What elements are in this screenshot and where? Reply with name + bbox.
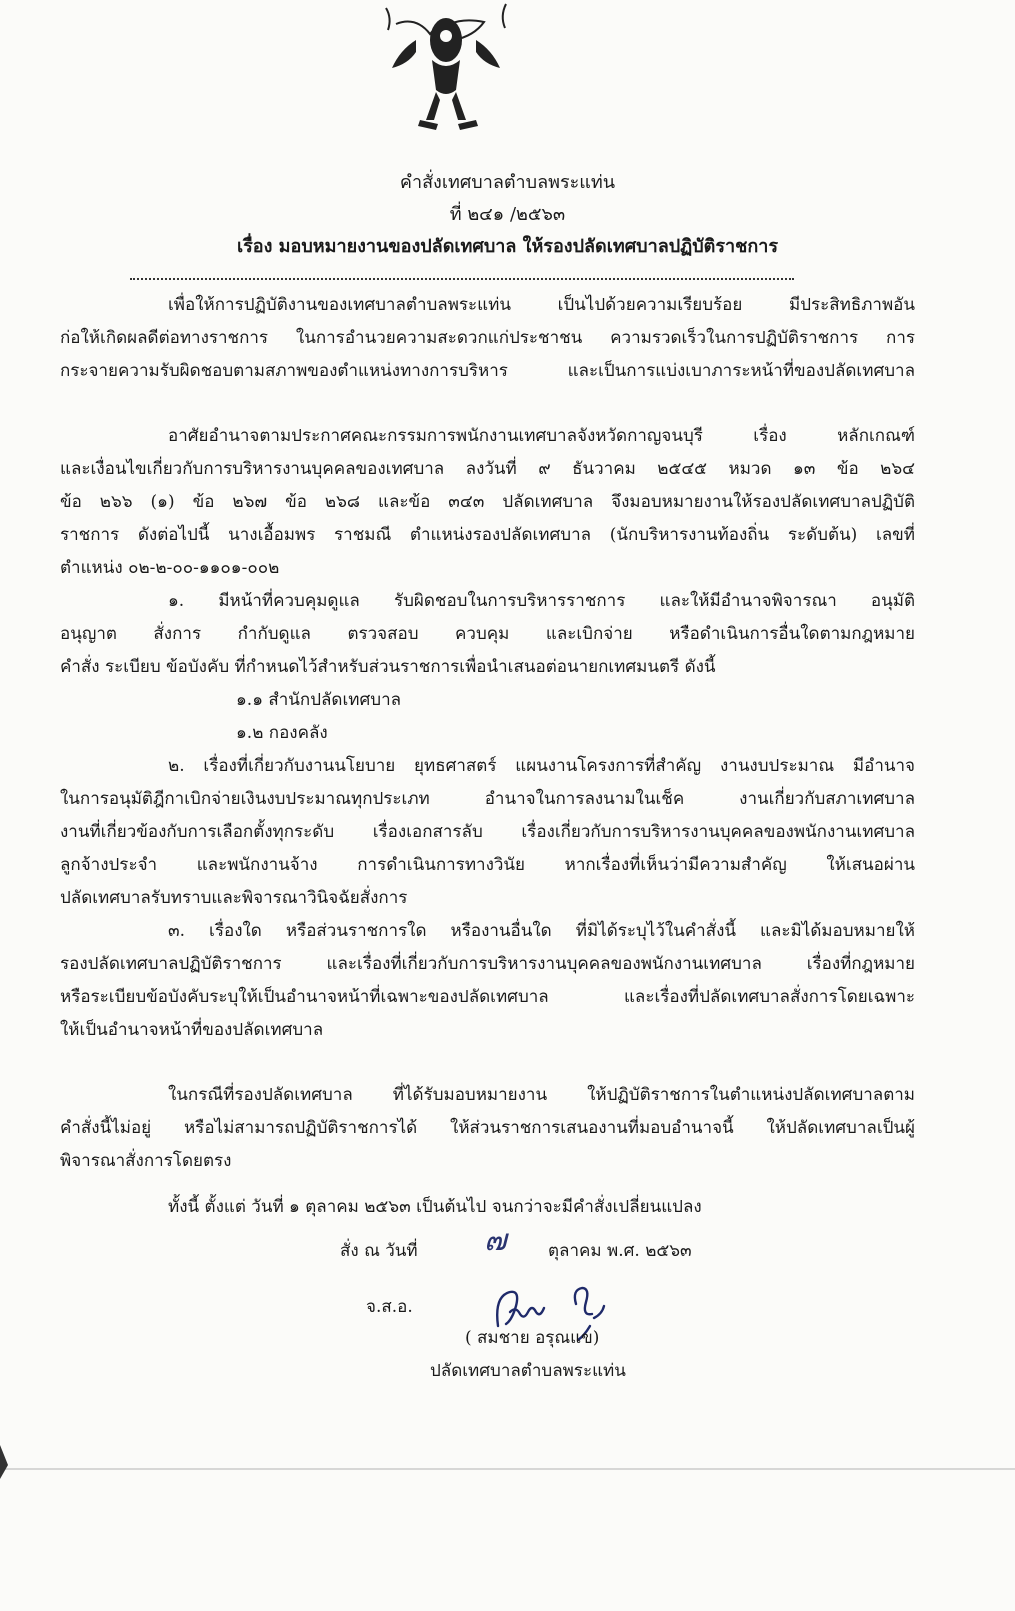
authority-line: ตำแหน่ง ๐๒-๒-๐๐-๑๑๐๑-๐๐๒ bbox=[60, 558, 280, 578]
order-title: คำสั่งเทศบาลตำบลพระแท่น bbox=[399, 172, 616, 193]
authority-line: ราชการ ดังต่อไปนี้ นางเอื้อมพร ราชมณี ตำแหน่งรองปลัดเทศบาล (นักบริหารงานท้องถิ่น ระดับต้น) เลขที่ bbox=[60, 525, 915, 545]
sub-item: ๑.๒ กองคลัง bbox=[236, 723, 328, 743]
authority-line: ข้อ ๒๖๖ (๑) ข้อ ๒๖๗ ข้อ ๒๖๘ และข้อ ๓๔๓ ปลัดเทศบาล จึงมอบหมายงานให้รองปลัดเทศบาลปฏิบัติ bbox=[60, 492, 915, 512]
deputy-line: พิจารณาสั่งการโดยตรง bbox=[60, 1151, 232, 1171]
scan-mark bbox=[0, 1445, 10, 1479]
item1-line: ๑. มีหน้าที่ควบคุมดูแล รับผิดชอบในการบริหารราชการ และให้มีอำนาจพิจารณา อนุมัติ bbox=[168, 591, 915, 611]
order-subject: เรื่อง มอบหมายงานของปลัดเทศบาล ให้รองปลัดเทศบาลปฏิบัติราชการ bbox=[236, 236, 779, 257]
item2-line: ลูกจ้างประจำ และพนักงานจ้าง การดำเนินการทางวินัย หากเรื่องที่เห็นว่ามีความสำคัญ ให้เสนอผ่าน bbox=[60, 855, 915, 875]
item1-line: คำสั่ง ระเบียบ ข้อบังคับ ที่กำหนดไว้สำหรับส่วนราชการเพื่อนำเสนอต่อนายกเทศมนตรี ดังนี้ bbox=[60, 657, 716, 677]
deputy-line: คำสั่งนี้ไม่อยู่ หรือไม่สามารถปฏิบัติราชการได้ ให้ส่วนราชการเสนองานที่มอบอำนาจนี้ ให้ปลัดเทศบาลเป็นผู้ bbox=[60, 1118, 915, 1138]
deputy-line: ในกรณีที่รองปลัดเทศบาล ที่ได้รับมอบหมายงาน ให้ปฏิบัติราชการในตำแหน่งปลัดเทศบาลตาม bbox=[168, 1085, 915, 1105]
item1-line: อนุญาต สั่งการ กำกับดูแล ตรวจสอบ ควบคุม และเบิกจ่าย หรือดำเนินการอื่นใดตามกฎหมาย bbox=[60, 624, 915, 644]
order-number: ที่ ๒๔๑ /๒๕๖๓ bbox=[449, 204, 566, 225]
intro-line: กระจายความรับผิดชอบตามสภาพของตำแหน่งทางการบริหาร และเป็นการแบ่งเบาภาระหน้าที่ของปลัดเทศบาล bbox=[60, 361, 915, 381]
item2-line: ๒. เรื่องที่เกี่ยวกับงานนโยบาย ยุทธศาสตร์ แผนงานโครงการที่สำคัญ งานงบประมาณ มีอำนาจ bbox=[168, 756, 915, 776]
item2-line: ปลัดเทศบาลรับทราบและพิจารณาวินิจฉัยสั่งการ bbox=[60, 888, 408, 908]
scan-edge-line bbox=[0, 1468, 1015, 1470]
effective-date: ทั้งนี้ ตั้งแต่ วันที่ ๑ ตุลาคม ๒๕๖๓ เป็นต้นไป จนกว่าจะมีคำสั่งเปลี่ยนแปลง bbox=[168, 1197, 702, 1217]
item3-line: รองปลัดเทศบาลปฏิบัติราชการ และเรื่องที่เกี่ยวกับการบริหารงานบุคคลของพนักงานเทศบาล เรื่องที่กฎหมาย bbox=[60, 954, 915, 974]
intro-line: ก่อให้เกิดผลดีต่อทางราชการ ในการอำนวยความสะดวกแก่ประชาชน ความรวดเร็วในการปฏิบัติราชการ การ bbox=[60, 328, 915, 348]
item2-line: ในการอนุมัติฎีกาเบิกจ่ายเงินงบประมาณทุกประเภท อำนาจในการลงนามในเช็ค งานเกี่ยวกับสภาเทศบาล bbox=[60, 789, 915, 809]
signer-name: ( สมชาย อรุณแข) bbox=[465, 1328, 600, 1348]
copy-mark: จ.ส.อ. bbox=[366, 1297, 413, 1317]
dotted-divider bbox=[130, 278, 794, 280]
intro-line: เพื่อให้การปฏิบัติงานของเทศบาลตำบลพระแท่น เป็นไปด้วยความเรียบร้อย มีประสิทธิภาพอัน bbox=[168, 295, 915, 315]
garuda-emblem bbox=[366, 0, 526, 152]
order-day-handwritten: ๗ bbox=[484, 1223, 507, 1258]
sub-item: ๑.๑ สำนักปลัดเทศบาล bbox=[236, 690, 402, 710]
authority-line: อาศัยอำนาจตามประกาศคณะกรรมการพนักงานเทศบาลจังหวัดกาญจนบุรี เรื่อง หลักเกณฑ์ bbox=[168, 426, 915, 446]
signer-title: ปลัดเทศบาลตำบลพระแท่น bbox=[430, 1361, 626, 1381]
order-date-suffix: ตุลาคม พ.ศ. ๒๕๖๓ bbox=[548, 1241, 692, 1261]
item3-line: หรือระเบียบข้อบังคับระบุให้เป็นอำนาจหน้าที่เฉพาะของปลัดเทศบาล และเรื่องที่ปลัดเทศบาลสั่งการโดยเฉพาะ bbox=[60, 987, 915, 1007]
order-date-prefix: สั่ง ณ วันที่ bbox=[340, 1241, 418, 1261]
item3-line: ให้เป็นอำนาจหน้าที่ของปลัดเทศบาล bbox=[60, 1020, 324, 1040]
item2-line: งานที่เกี่ยวข้องกับการเลือกตั้งทุกระดับ เรื่องเอกสารลับ เรื่องเกี่ยวกับการบริหารงานบุคคลของพนักงานเทศบาล bbox=[60, 822, 915, 842]
item3-line: ๓. เรื่องใด หรือส่วนราชการใด หรืองานอื่นใด ที่มิได้ระบุไว้ในคำสั่งนี้ และมิได้มอบหมายให้ bbox=[168, 921, 915, 941]
authority-line: และเงื่อนไขเกี่ยวกับการบริหารงานบุคคลของเทศบาล ลงวันที่ ๙ ธันวาคม ๒๕๔๕ หมวด ๑๓ ข้อ ๒๖๔ bbox=[60, 459, 915, 479]
